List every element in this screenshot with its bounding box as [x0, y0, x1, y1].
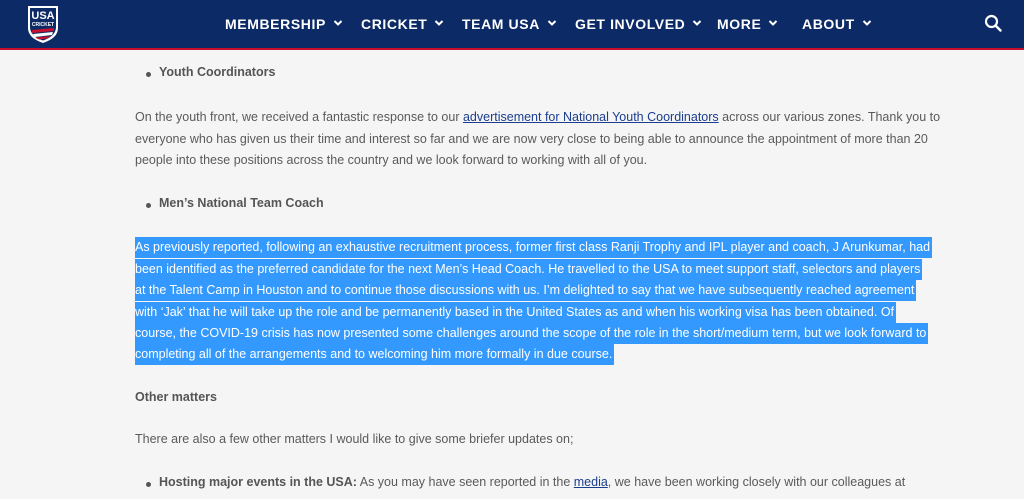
main-nav — [0, 0, 1024, 48]
selected-line: been identified as the preferred candidate for the next Men’s Head Coach. He travelled to the USA to meet support staff, selectors and players — [135, 259, 922, 280]
chevron-down-icon — [768, 18, 778, 28]
nav-about[interactable] — [802, 0, 872, 48]
nav-get-involved[interactable] — [575, 0, 702, 48]
other-matters-paragraph: There are also a few other matters I would like to give some briefer updates on; — [135, 432, 574, 446]
nav-label: CRICKET — [361, 16, 428, 32]
paragraph-text: , we have been working closely with our colleagues at — [607, 475, 906, 489]
chevron-down-icon — [692, 18, 702, 28]
chevron-down-icon — [862, 18, 872, 28]
paragraph-text: As you may have seen reported in the — [356, 475, 574, 489]
youth-paragraph — [135, 107, 950, 172]
paragraph-text: across our various zones. Thank you to everyone who has given us their time and interest so far and we are now very close to being able to announce the appointment of more than 20 people into these positions across the country and we look forward to working with all of you. — [135, 110, 941, 167]
bullet-mens-coach — [147, 196, 324, 210]
nav-label: TEAM USA — [462, 16, 540, 32]
nav-more[interactable] — [717, 0, 778, 48]
nav-label: MORE — [717, 16, 762, 32]
nav-label: ABOUT — [802, 16, 855, 32]
chevron-down-icon — [434, 18, 444, 28]
paragraph-text: On the youth front, we received a fantastic response to our — [135, 110, 463, 124]
selected-line: at the Talent Camp in Houston and to continue those discussions with us. I’m delighted to say that we have subsequently reached agreement — [135, 280, 916, 301]
nav-team-usa[interactable] — [462, 0, 557, 48]
nav-membership[interactable] — [225, 0, 343, 48]
youth-coordinators-link[interactable]: advertisement for National Youth Coordinators — [462, 110, 719, 124]
svg-text:CRICKET: CRICKET — [31, 22, 55, 28]
nav-label: GET INVOLVED — [575, 16, 686, 32]
search-icon[interactable] — [984, 14, 1002, 32]
site-header — [0, 0, 1024, 50]
heading-other-matters: Other matters — [135, 390, 217, 404]
chevron-down-icon — [333, 18, 343, 28]
selected-line: with ‘Jak’ that he will take up the role and be permanently based in the United States as and when his working visa has been obtained. Of — [135, 302, 896, 323]
nav-cricket[interactable] — [361, 0, 444, 48]
selected-line: completing all of the arrangements and to welcoming him more formally in due course. — [135, 344, 614, 365]
bullet-hosting-events — [147, 475, 905, 489]
nav-label: MEMBERSHIP — [225, 16, 326, 32]
chevron-down-icon — [547, 18, 557, 28]
bullet-label: Youth Coordinators — [159, 65, 276, 79]
selected-line: course, the COVID-19 crisis has now presented some challenges around the scope of the role in the short/medium term, but we look forward to — [135, 323, 928, 344]
bullet-youth-coordinators — [147, 65, 275, 79]
bullet-label: Hosting major events in the USA: — [159, 475, 357, 489]
svg-text:USA: USA — [31, 10, 55, 22]
media-link[interactable]: media — [573, 475, 608, 489]
bullet-label: Men’s National Team Coach — [159, 196, 324, 210]
selected-line: As previously reported, following an exhaustive recruitment process, former first class Ranji Trophy and IPL player and coach, J Arunkumar, had — [135, 237, 932, 258]
